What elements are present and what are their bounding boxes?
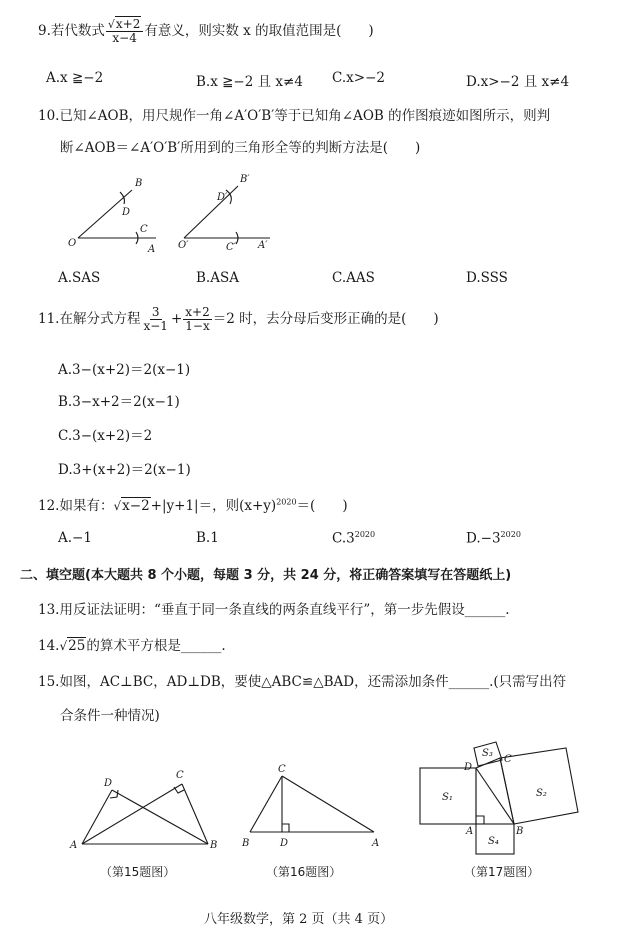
q9-denominator: x−4 <box>112 31 137 45</box>
q12-radicand: x−2 <box>122 498 150 514</box>
fig15-label-c: C <box>176 770 184 781</box>
fig16-label-c: C <box>278 764 286 775</box>
figure-16 <box>241 764 379 879</box>
fig16-label-b: B <box>242 838 250 849</box>
label-a-prime: A′ <box>258 240 268 251</box>
q9-option-a: A.x ≧−2 <box>46 70 104 86</box>
q12-option-c: $C.3^{2020}$ <box>332 530 376 547</box>
label-b-prime: B′ <box>240 174 250 185</box>
page-footer: 八年级数学，第 2 页（共 4 页） <box>204 912 394 927</box>
fig17-label-b: B <box>516 826 524 837</box>
fig15-label-d: D <box>104 778 113 789</box>
fig15-caption: （第15题图） <box>100 865 176 879</box>
fig15-label-a: A <box>70 840 78 851</box>
label-o: O <box>68 238 77 249</box>
q9-prefix: 9.若代数式 <box>38 23 105 39</box>
q12-option-a: A.−1 <box>58 530 92 546</box>
label-c-prime: C′ <box>226 242 236 253</box>
q11-suffix: ＝2 时，去分母后变形正确的是( ) <box>212 311 439 327</box>
q11-fraction-1: $\frac{3}{x-1}$ <box>143 305 168 333</box>
q9-suffix: 有意义，则实数 x 的取值范围是( ) <box>144 23 374 39</box>
q15-line1: 15.如图，AC⊥BC，AD⊥DB，要使△ABC≌△BAD，还需添加条件______.(只需写出符 <box>38 674 567 690</box>
q12-option-d: $D.-3^{2020}$ <box>466 530 521 547</box>
label-c: C <box>140 224 148 235</box>
fig16-caption: （第16题图） <box>266 865 342 879</box>
fig17-label-s2: S₂ <box>536 788 547 799</box>
figure-15 <box>69 770 217 879</box>
fig17-label-d: D <box>464 762 473 773</box>
q10-line2: 断∠AOB＝∠A′O′B′所用到的三角形全等的判断方法是( ) <box>60 140 421 156</box>
fig17-label-s3: S₃ <box>482 748 493 759</box>
label-b: B <box>135 178 143 189</box>
q11-fraction-2: $\frac{x+2}{1-x}$ <box>185 305 210 333</box>
q9-option-b: B.x ≧−2 且 x≠4 <box>196 74 303 90</box>
fig15-label-b: B <box>210 840 218 851</box>
q9-option-c: C.x>−2 <box>332 70 385 86</box>
angle-a-prime-o-prime-b-prime <box>178 174 270 253</box>
q10-option-d: D.SSS <box>466 270 508 286</box>
q11-stem: 11.在解分式方程 $\frac{3}{x-1}$ + $\frac{x+2}{1-x}$ ＝2 时，去分母后变形正确的是( ) <box>38 305 439 333</box>
figures-row <box>60 740 630 890</box>
label-d-prime: D′ <box>217 192 228 203</box>
q11-option-d: D.3+(x+2)＝2(x−1) <box>58 462 191 478</box>
q15-line2: 合条件一种情况) <box>60 708 160 724</box>
figure-17 <box>420 742 578 879</box>
label-d: D <box>122 207 131 218</box>
q11-option-c: C.3−(x+2)＝2 <box>58 428 153 444</box>
q11-option-a: A.3−(x+2)＝2(x−1) <box>58 362 191 378</box>
q10-option-b: B.ASA <box>196 270 239 286</box>
fig17-label-s1: S₁ <box>442 792 453 803</box>
q14-radicand: 25 <box>68 638 86 654</box>
fig17-label-a: A <box>466 826 474 837</box>
q11-option-b: B.3−x+2＝2(x−1) <box>58 394 180 410</box>
q13-text: 13.用反证法证明：“垂直于同一条直线的两条直线平行”，第一步先假设______. <box>38 602 510 618</box>
label-o-prime: O′ <box>178 240 189 251</box>
q14-text: 14.√25的算术平方根是______. <box>38 638 226 654</box>
section-heading: 二、填空题(本大题共 8 个小题，每题 3 分，共 24 分，将正确答案填写在答题纸上) <box>20 568 512 583</box>
q10-option-a: A.SAS <box>58 270 101 286</box>
q9-fraction: $\frac{√x+2}{x-4}$ <box>106 18 143 45</box>
q12-stem: 12.如果有：√x−2+|y+1|＝，则$(x+y)^{2020}=$( ) <box>38 497 348 514</box>
q9-option-d: D.x>−2 且 x≠4 <box>466 74 570 90</box>
fig17-caption: （第17题图） <box>464 865 540 879</box>
fig16-label-a: A <box>372 838 380 849</box>
label-a: A <box>148 244 156 255</box>
fig17-label-s4: S₄ <box>488 836 499 847</box>
q10-line1: 10.已知∠AOB，用尺规作一角∠A′O′B′等于已知角∠AOB 的作图痕迹如图所示，则判 <box>38 108 551 124</box>
fig17-label-c: C <box>504 754 512 765</box>
q9-stem <box>38 18 374 45</box>
fig16-label-d: D <box>280 838 289 849</box>
q12-option-b: B.1 <box>196 530 219 546</box>
q9-numerator: x+2 <box>115 17 141 31</box>
q11-prefix: 11.在解分式方程 <box>38 311 141 327</box>
q10-figure <box>60 170 290 255</box>
q10-option-c: C.AAS <box>332 270 375 286</box>
angle-aob <box>68 178 156 255</box>
